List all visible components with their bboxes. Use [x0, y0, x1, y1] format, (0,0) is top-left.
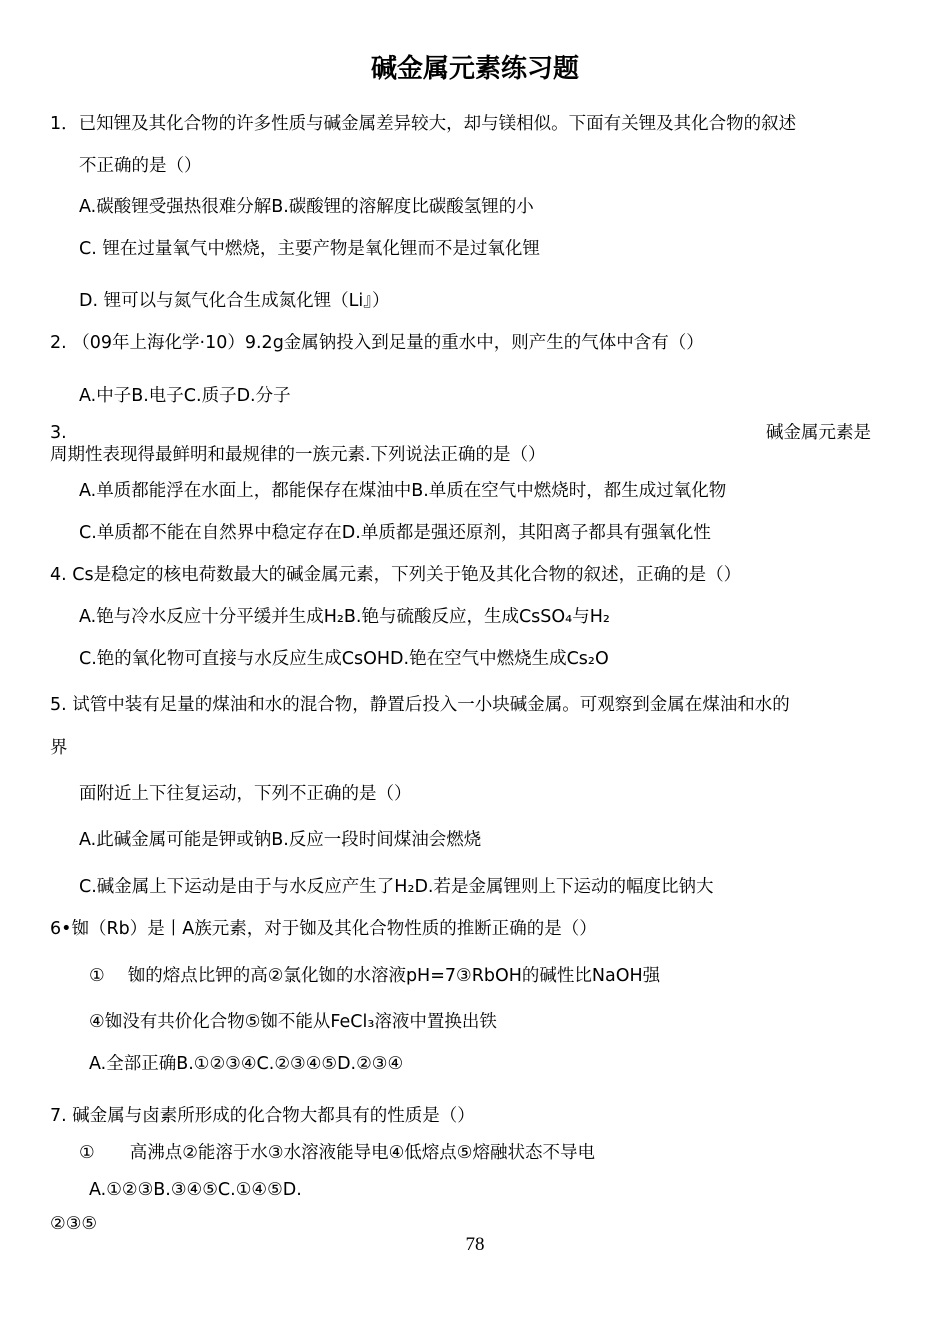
q2-stem: 2. （09年上海化学·10）9.2g金属钠投入到足量的重水中，则产生的气体中含有（）: [50, 333, 704, 353]
q1-option-d: D. 锂可以与氮气化合生成氮化锂（Li』）: [79, 291, 390, 311]
q4-option-ab: A.铯与冷水反应十分平缓并生成H₂B.铯与硫酸反应，生成CsSO₄与H₂: [79, 607, 610, 627]
q7-statements: ① 高沸点②能溶于水③水溶液能导电④低熔点⑤熔融状态不导电: [79, 1143, 595, 1163]
q4-stem: 4. Cs是稳定的核电荷数最大的碱金属元素，下列关于铯及其化合物的叙述，正确的是（）: [50, 565, 742, 585]
q5-option-cd: C.碱金属上下运动是由于与水反应产生了H₂D.若是金属锂则上下运动的幅度比钠大: [79, 877, 714, 897]
page-title: 碱金属元素练习题: [370, 54, 579, 84]
q6-stem: 6•铷（Rb）是丨A族元素，对于铷及其化合物性质的推断正确的是（）: [50, 919, 597, 939]
q4-option-cd: C.铯的氧化物可直接与水反应生成CsOHD.铯在空气中燃烧生成Cs₂O: [79, 649, 609, 669]
q3-number: 3.: [50, 423, 67, 443]
q3-stem-line2: 周期性表现得最鲜明和最规律的一族元素.下列说法正确的是（）: [50, 445, 546, 465]
q7-option-d-wrap: ②③⑤: [50, 1214, 98, 1234]
q5-stem-line1: 5. 试管中装有足量的煤油和水的混合物，静置后投入一小块碱金属。可观察到金属在煤油和水的: [50, 695, 790, 715]
q5-option-ab: A.此碱金属可能是钾或钠B.反应一段时间煤油会燃烧: [79, 830, 482, 850]
page-number: 78: [465, 1234, 485, 1255]
q6-options: A.全部正确B.①②③④C.②③④⑤D.②③④: [89, 1054, 404, 1074]
q5-stem-line2: 面附近上下往复运动，下列不正确的是（）: [79, 784, 412, 804]
q3-stem-right: 碱金属元素是: [766, 423, 871, 443]
q7-options: A.①②③B.③④⑤C.①④⑤D.: [89, 1180, 302, 1200]
q5-stem-line1-wrap: 界: [50, 738, 68, 758]
q1-option-c: C. 锂在过量氧气中燃烧，主要产物是氧化锂而不是过氧化锂: [79, 239, 540, 259]
q1-stem-line2: 不正确的是（）: [79, 156, 202, 176]
q2-options: A.中子B.电子C.质子D.分子: [79, 386, 291, 406]
q3-option-cd: C.单质都不能在自然界中稳定存在D.单质都是强还原剂，其阳离子都具有强氧化性: [79, 523, 711, 543]
q6-statements-1-3: ① 铷的熔点比钾的高②氯化铷的水溶液pH=7③RbOH的碱性比NaOH强: [89, 966, 661, 986]
q7-stem: 7. 碱金属与卤素所形成的化合物大都具有的性质是（）: [50, 1106, 475, 1126]
q1-stem-line1: 1．已知锂及其化合物的许多性质与碱金属差异较大，却与镁相似。下面有关锂及其化合物的叙述: [50, 114, 797, 134]
q3-option-ab: A.单质都能浮在水面上，都能保存在煤油中B.单质在空气中燃烧时，都生成过氧化物: [79, 481, 727, 501]
q6-statements-4-5: ④铷没有共价化合物⑤铷不能从FeCl₃溶液中置换出铁: [89, 1012, 497, 1032]
q1-option-ab: A.碳酸锂受强热很难分解B.碳酸锂的溶解度比碳酸氢锂的小: [79, 197, 534, 217]
